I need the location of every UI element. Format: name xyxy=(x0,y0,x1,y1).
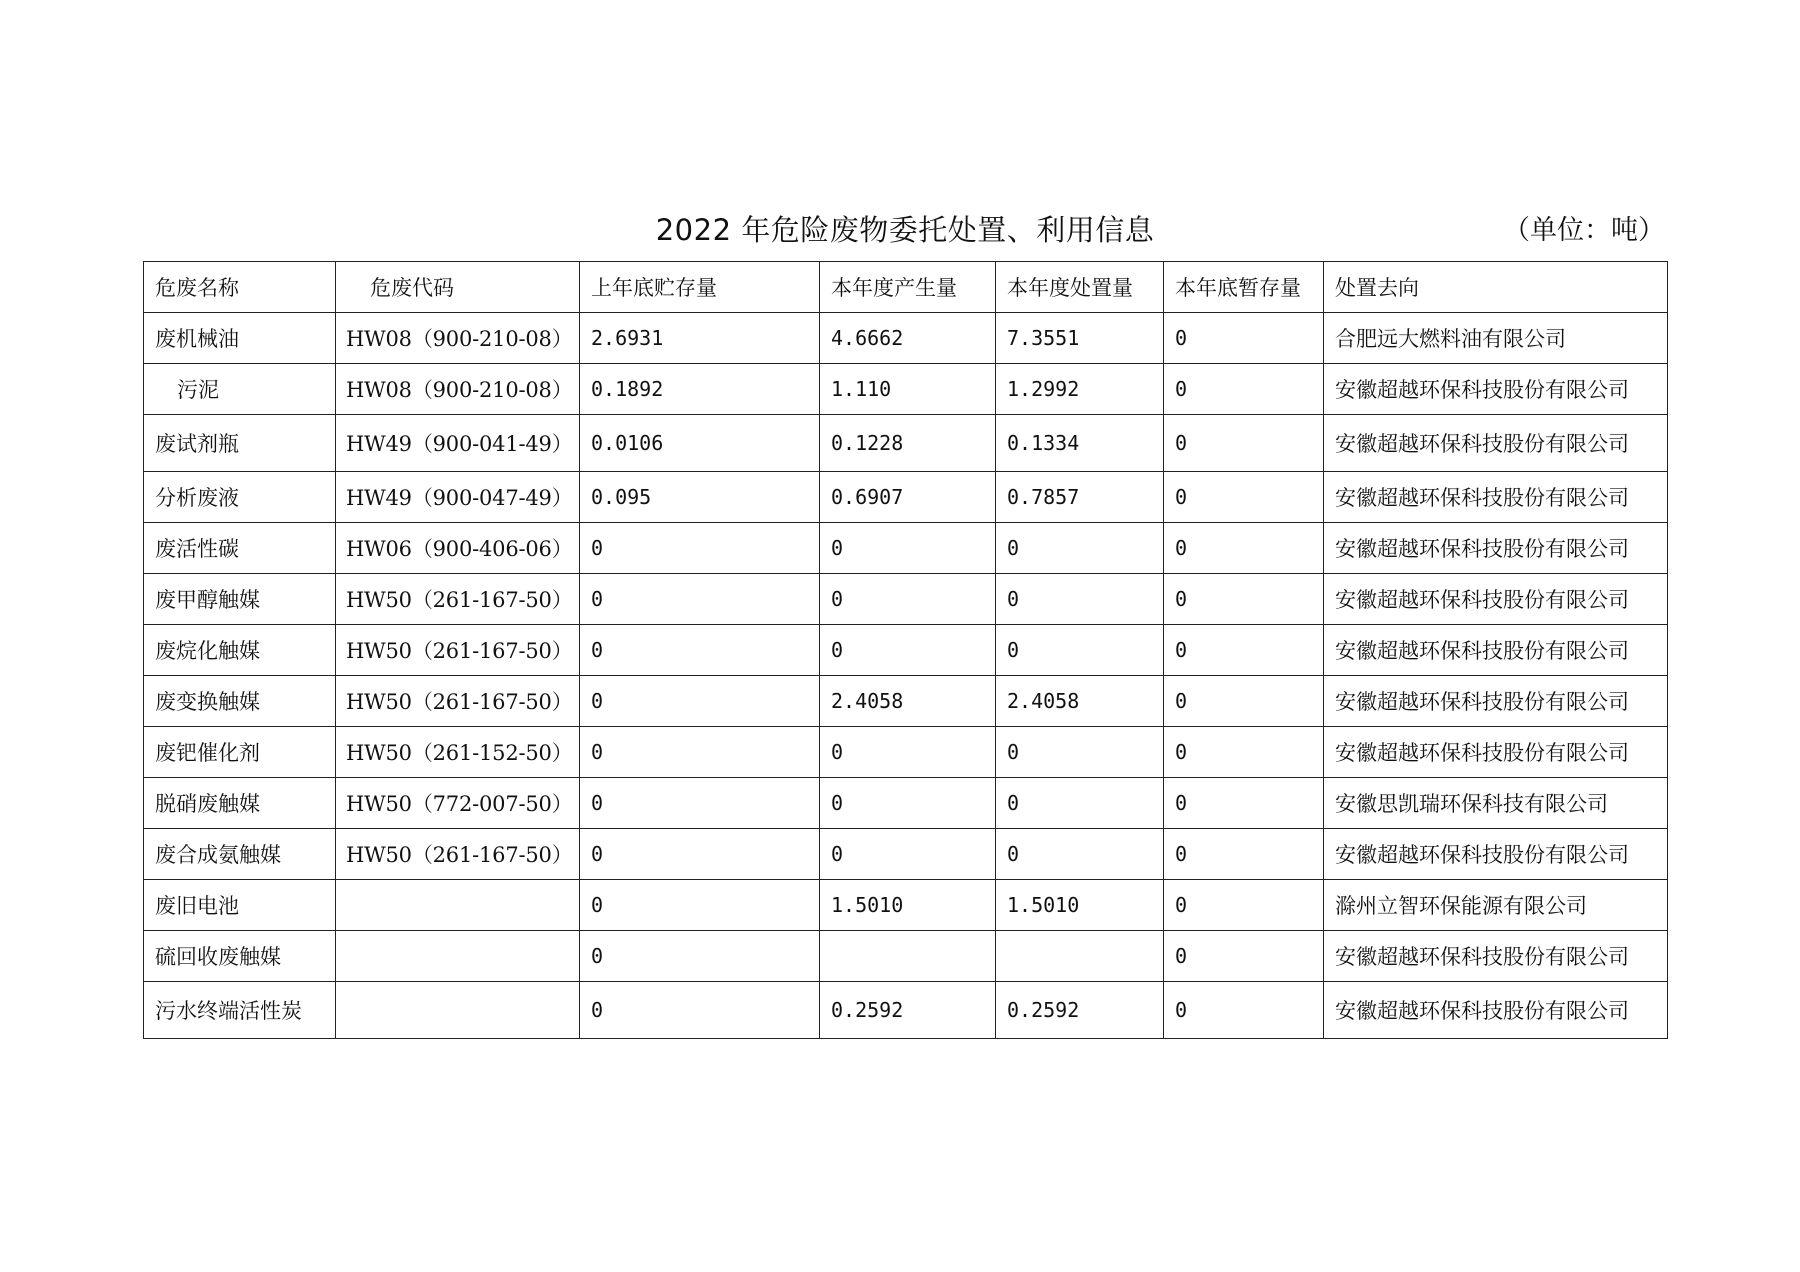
cell-current-year-generated: 1.110 xyxy=(820,364,996,415)
cell-prev-year-storage: 0 xyxy=(580,625,820,676)
cell-disposal-destination: 安徽超越环保科技股份有限公司 xyxy=(1324,982,1668,1039)
cell-current-year-generated: 4.6662 xyxy=(820,313,996,364)
header-current-year-disposed: 本年度处置量 xyxy=(996,262,1164,313)
cell-current-year-disposed: 0.1334 xyxy=(996,415,1164,472)
cell-current-year-generated xyxy=(820,931,996,982)
cell-current-year-disposed: 0 xyxy=(996,574,1164,625)
cell-waste-code: HW50（772-007-50） xyxy=(336,778,580,829)
table-row xyxy=(144,676,1668,727)
cell-waste-name: 分析废液 xyxy=(144,472,336,523)
cell-waste-code: HW50（261-167-50） xyxy=(336,676,580,727)
cell-current-year-generated: 0 xyxy=(820,523,996,574)
cell-prev-year-storage: 0 xyxy=(580,982,820,1039)
cell-waste-code xyxy=(336,982,580,1039)
cell-disposal-destination: 安徽超越环保科技股份有限公司 xyxy=(1324,472,1668,523)
cell-waste-name: 废烷化触媒 xyxy=(144,625,336,676)
cell-current-year-disposed: 1.5010 xyxy=(996,880,1164,931)
cell-disposal-destination: 安徽超越环保科技股份有限公司 xyxy=(1324,829,1668,880)
cell-disposal-destination: 安徽超越环保科技股份有限公司 xyxy=(1324,574,1668,625)
cell-waste-name: 脱硝废触媒 xyxy=(144,778,336,829)
cell-current-year-generated: 0.2592 xyxy=(820,982,996,1039)
cell-current-year-generated: 0 xyxy=(820,778,996,829)
cell-current-year-disposed: 0 xyxy=(996,727,1164,778)
cell-waste-code xyxy=(336,931,580,982)
cell-current-year-disposed: 0.7857 xyxy=(996,472,1164,523)
cell-current-year-disposed: 0 xyxy=(996,778,1164,829)
cell-current-year-generated: 0.1228 xyxy=(820,415,996,472)
cell-year-end-storage: 0 xyxy=(1164,727,1324,778)
cell-waste-code: HW49（900-047-49） xyxy=(336,472,580,523)
cell-prev-year-storage: 0 xyxy=(580,778,820,829)
cell-waste-name: 污泥 xyxy=(144,364,336,415)
cell-waste-name: 废合成氨触媒 xyxy=(144,829,336,880)
cell-waste-name: 废变换触媒 xyxy=(144,676,336,727)
cell-year-end-storage: 0 xyxy=(1164,982,1324,1039)
header-waste-name: 危废名称 xyxy=(144,262,336,313)
cell-current-year-generated: 0 xyxy=(820,625,996,676)
header-prev-year-storage: 上年底贮存量 xyxy=(580,262,820,313)
cell-current-year-generated: 0 xyxy=(820,727,996,778)
cell-waste-name: 废钯催化剂 xyxy=(144,727,336,778)
unit-label: （单位：吨） xyxy=(1503,215,1665,246)
cell-current-year-generated: 1.5010 xyxy=(820,880,996,931)
cell-waste-code: HW50（261-152-50） xyxy=(336,727,580,778)
cell-disposal-destination: 安徽超越环保科技股份有限公司 xyxy=(1324,625,1668,676)
cell-disposal-destination: 安徽超越环保科技股份有限公司 xyxy=(1324,931,1668,982)
cell-year-end-storage: 0 xyxy=(1164,574,1324,625)
cell-disposal-destination: 安徽超越环保科技股份有限公司 xyxy=(1324,727,1668,778)
cell-disposal-destination: 安徽超越环保科技股份有限公司 xyxy=(1324,523,1668,574)
cell-waste-code: HW06（900-406-06） xyxy=(336,523,580,574)
cell-current-year-disposed: 0 xyxy=(996,829,1164,880)
hazardous-waste-table xyxy=(143,261,1668,1039)
cell-current-year-disposed: 0 xyxy=(996,625,1164,676)
cell-current-year-disposed: 1.2992 xyxy=(996,364,1164,415)
table-row xyxy=(144,982,1668,1039)
table-row xyxy=(144,574,1668,625)
cell-prev-year-storage: 0 xyxy=(580,523,820,574)
cell-year-end-storage: 0 xyxy=(1164,523,1324,574)
cell-prev-year-storage: 0 xyxy=(580,931,820,982)
cell-disposal-destination: 安徽超越环保科技股份有限公司 xyxy=(1324,676,1668,727)
cell-waste-code xyxy=(336,880,580,931)
cell-waste-name: 废机械油 xyxy=(144,313,336,364)
cell-waste-name: 废试剂瓶 xyxy=(144,415,336,472)
cell-prev-year-storage: 0 xyxy=(580,727,820,778)
cell-year-end-storage: 0 xyxy=(1164,829,1324,880)
table-row xyxy=(144,364,1668,415)
cell-prev-year-storage: 0 xyxy=(580,829,820,880)
title-row xyxy=(143,200,1667,256)
table-row xyxy=(144,415,1668,472)
cell-current-year-disposed: 2.4058 xyxy=(996,676,1164,727)
cell-year-end-storage: 0 xyxy=(1164,313,1324,364)
cell-waste-code: HW50（261-167-50） xyxy=(336,574,580,625)
document-title: 2022 年危险废物委托处置、利用信息 xyxy=(655,213,1155,247)
cell-year-end-storage: 0 xyxy=(1164,778,1324,829)
header-year-end-storage: 本年底暂存量 xyxy=(1164,262,1324,313)
cell-waste-name: 硫回收废触媒 xyxy=(144,931,336,982)
table-row xyxy=(144,880,1668,931)
cell-prev-year-storage: 0.0106 xyxy=(580,415,820,472)
cell-year-end-storage: 0 xyxy=(1164,364,1324,415)
cell-year-end-storage: 0 xyxy=(1164,472,1324,523)
cell-current-year-disposed: 0.2592 xyxy=(996,982,1164,1039)
cell-disposal-destination: 安徽超越环保科技股份有限公司 xyxy=(1324,415,1668,472)
cell-prev-year-storage: 0 xyxy=(580,574,820,625)
cell-current-year-disposed: 7.3551 xyxy=(996,313,1164,364)
cell-disposal-destination: 滁州立智环保能源有限公司 xyxy=(1324,880,1668,931)
table-row xyxy=(144,523,1668,574)
cell-prev-year-storage: 0 xyxy=(580,880,820,931)
cell-waste-code: HW49（900-041-49） xyxy=(336,415,580,472)
cell-year-end-storage: 0 xyxy=(1164,880,1324,931)
cell-prev-year-storage: 0.095 xyxy=(580,472,820,523)
header-current-year-generated: 本年度产生量 xyxy=(820,262,996,313)
cell-prev-year-storage: 2.6931 xyxy=(580,313,820,364)
cell-year-end-storage: 0 xyxy=(1164,625,1324,676)
cell-disposal-destination: 安徽思凯瑞环保科技有限公司 xyxy=(1324,778,1668,829)
cell-disposal-destination: 安徽超越环保科技股份有限公司 xyxy=(1324,364,1668,415)
cell-waste-code: HW08（900-210-08） xyxy=(336,364,580,415)
table-row xyxy=(144,472,1668,523)
cell-year-end-storage: 0 xyxy=(1164,676,1324,727)
cell-waste-name: 废甲醇触媒 xyxy=(144,574,336,625)
cell-current-year-disposed xyxy=(996,931,1164,982)
header-waste-code: 危废代码 xyxy=(336,262,580,313)
cell-year-end-storage: 0 xyxy=(1164,931,1324,982)
cell-waste-name: 污水终端活性炭 xyxy=(144,982,336,1039)
header-disposal-destination: 处置去向 xyxy=(1324,262,1668,313)
cell-current-year-generated: 2.4058 xyxy=(820,676,996,727)
cell-current-year-generated: 0 xyxy=(820,829,996,880)
cell-waste-name: 废旧电池 xyxy=(144,880,336,931)
table-row xyxy=(144,625,1668,676)
table-row xyxy=(144,829,1668,880)
cell-current-year-generated: 0 xyxy=(820,574,996,625)
cell-prev-year-storage: 0 xyxy=(580,676,820,727)
cell-waste-name: 废活性碳 xyxy=(144,523,336,574)
cell-waste-code: HW50（261-167-50） xyxy=(336,829,580,880)
table-row xyxy=(144,931,1668,982)
cell-current-year-generated: 0.6907 xyxy=(820,472,996,523)
cell-year-end-storage: 0 xyxy=(1164,415,1324,472)
cell-current-year-disposed: 0 xyxy=(996,523,1164,574)
table-row xyxy=(144,778,1668,829)
table-header-row xyxy=(144,262,1668,313)
cell-disposal-destination: 合肥远大燃料油有限公司 xyxy=(1324,313,1668,364)
cell-prev-year-storage: 0.1892 xyxy=(580,364,820,415)
cell-waste-code: HW50（261-167-50） xyxy=(336,625,580,676)
table-row xyxy=(144,727,1668,778)
cell-waste-code: HW08（900-210-08） xyxy=(336,313,580,364)
table-row xyxy=(144,313,1668,364)
